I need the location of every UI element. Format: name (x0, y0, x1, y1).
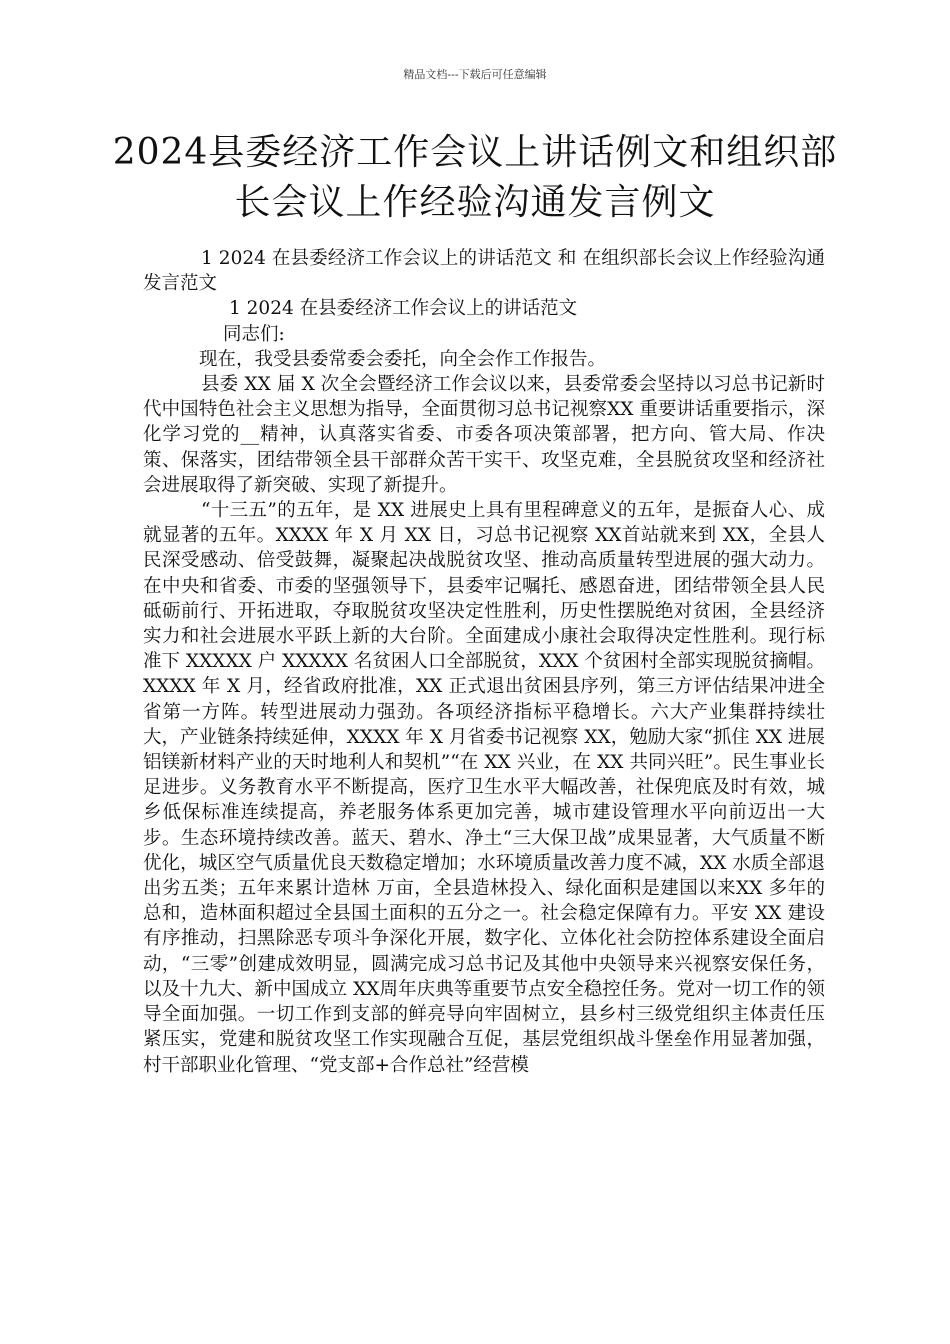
header-note: 精品文档---下载后可任意编辑 (403, 68, 547, 81)
paragraph-body-2: “十三五”的五年，是 XX 进展史上具有里程碑意义的五年，是振奋人心、成就显著的五年。XXXX 年 X 月 XX 日，习总书记视察 XX首站就来到 XX，全县人民深受感动、倍受鼓舞，凝聚起决战脱贫攻坚、推动高质量转型进展的强大动力。在中央和省委、市委的坚强领导下，县委牢记嘱托、感恩奋进，团结带领全县人民砥砺前行、开拓进取，夺取脱贫攻坚决定性胜利，历史性摆脱绝对贫困，全县经济实力和社会进展水平跃上新的大台阶。全面建成小康社会取得决定性胜利。现行标准下 XXXXX 户 XXXXX 名贫困人口全部脱贫，XXX 个贫困村全部实现脱贫摘帽。XXXX 年 X 月，经省政府批准，XX 正式退出贫困县序列，第三方评估结果冲进全省第一方阵。转型进展动力强劲。各项经济指标平稳增长。六大产业集群持续壮大，产业链条持续延伸，XXXX 年 X 月省委书记视察 XX，勉励大家“抓住 XX 进展铝镁新材料产业的天时地利人和契机”“在 XX 兴业，在 XX 共同兴旺”。民生事业长足进步。义务教育水平不断提高，医疗卫生水平大幅改善，社保兜底及时有效，城乡低保标准连续提高，养老服务体系更加完善，城市建设管理水平向前迈出一大步。生态环境持续改善。蓝天、碧水、净土“三大保卫战”成果显著，大气质量不断优化，城区空气质量优良天数稳定增加；水环境质量改善力度不减，XX 水质全部退出劣五类；五年来累计造林 万亩，全县造林投入、绿化面积是建国以来XX 多年的总和，造林面积超过全县国土面积的五分之一。社会稳定保障有力。平安 XX 建设有序推动，扫黑除恶专项斗争深化开展，数字化、立体化社会防控体系建设全面启动，“三零”创建成效明显，圆满完成习总书记及其他中央领导来兴视察安保任务，以及十九大、新中国成立 XX周年庆典等重要节点安全稳控任务。党对一切工作的领导全面加强。一切工作到支部的鲜亮导向牢固树立，县乡村三级党组织主体责任压紧压实，党建和脱贫攻坚工作实现融合互促，基层党组织战斗堡垒作用显著加强，村干部职业化管理、“党支部+合作总社”经营模 (143, 500, 825, 1076)
document-body (143, 246, 825, 1078)
paragraph-intro: 1 2024 在县委经济工作会议上的讲话范文 和 在组织部长会议上作经验沟通发言范文 (143, 248, 825, 295)
document-title: 2024县委经济工作会议上讲话例文和组织部长会议上作经验沟通发言例文 (112, 132, 838, 223)
paragraph-salutation: 同志们: (223, 323, 285, 345)
paragraph-subtitle: 1 2024 在县委经济工作会议上的讲话范文 (229, 298, 578, 320)
paragraph-body-1: 县委 XX 届 X 次全会暨经济工作会议以来，县委常委会坚持以习总书记新时代中国特色社会主义思想为指导，全面贯彻习总书记视察XX 重要讲话重要指示，深化学习党的__精神，认真落实省委、市委各项决策部署，把方向、管大局、作决策、保落实，团结带领全县干部群众苦干实干、攻坚克难，全县脱贫攻坚和经济社会进展取得了新突破、实现了新提升。 (143, 374, 825, 496)
paragraph-opening: 现在，我受县委常委会委托，向全会作工作报告。 (199, 348, 607, 370)
